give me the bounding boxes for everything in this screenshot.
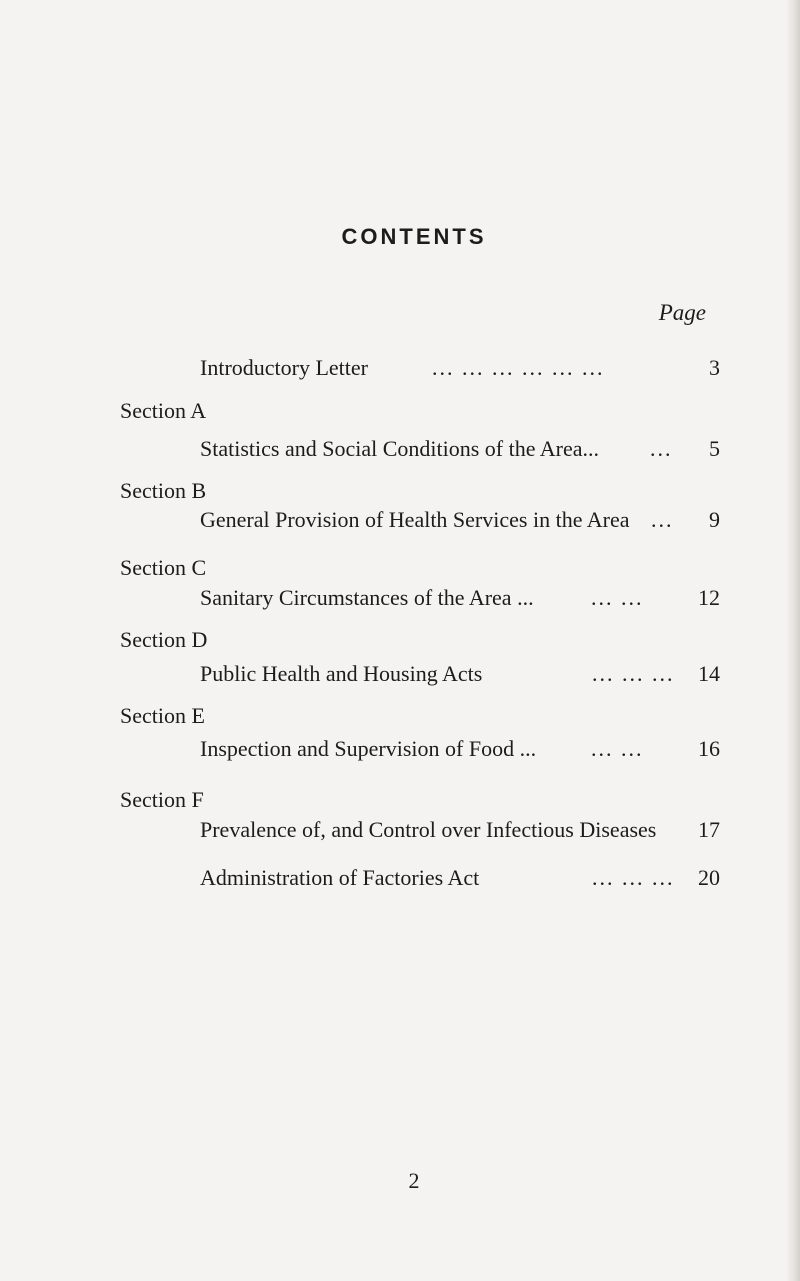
section-label-d: Section D — [120, 627, 208, 652]
toc-entry-factories-act[interactable] — [200, 865, 720, 895]
toc-leader-dots: ... ... ... — [592, 865, 675, 890]
section-label-f: Section F — [120, 787, 204, 812]
toc-entry-introductory-letter[interactable] — [200, 355, 720, 385]
toc-entry-title: Public Health and Housing Acts — [200, 661, 483, 686]
toc-entry-section-f[interactable] — [200, 817, 720, 847]
contents-heading: CONTENTS — [341, 224, 487, 249]
toc-leader-dots: ... ... — [591, 736, 644, 761]
toc-entry-section-d[interactable] — [200, 661, 720, 691]
page-column-label: Page — [658, 300, 706, 325]
toc-entry-title: Statistics and Social Conditions of the Area... — [200, 436, 600, 461]
toc-entry-title: Prevalence of, and Control over Infectious Diseases — [200, 817, 657, 842]
toc-page-number: 16 — [698, 736, 720, 761]
toc-entry-section-c[interactable] — [200, 585, 720, 615]
page-edge-shadow — [786, 0, 800, 1281]
toc-entry-section-e[interactable] — [200, 736, 720, 766]
footer-page-number: 2 — [408, 1168, 420, 1193]
toc-entry-title: Inspection and Supervision of Food ... — [200, 736, 537, 761]
toc-leader-dots: ... ... — [591, 585, 644, 610]
toc-entry-title: Administration of Factories Act — [200, 865, 480, 890]
toc-page-number: 14 — [698, 661, 720, 686]
toc-page-number: 3 — [709, 355, 720, 380]
section-label-a: Section A — [120, 398, 207, 423]
toc-entry-title: General Provision of Health Services in the Area — [200, 507, 630, 532]
toc-entry-section-a[interactable] — [200, 436, 720, 466]
toc-page-number: 12 — [698, 585, 720, 610]
toc-leader-dots: ... ... ... — [592, 661, 675, 686]
toc-leader-dots: ... — [651, 507, 674, 532]
toc-page-number: 9 — [709, 507, 720, 532]
section-label-e: Section E — [120, 703, 205, 728]
toc-leader-dots: ... ... ... ... ... ... — [432, 355, 605, 380]
toc-entry-title: Sanitary Circumstances of the Area ... — [200, 585, 534, 610]
section-label-b: Section B — [120, 478, 207, 503]
section-label-c: Section C — [120, 555, 207, 580]
toc-leader-dots: ... — [650, 436, 673, 461]
toc-page-number: 20 — [698, 865, 720, 890]
toc-page-number: 17 — [698, 817, 720, 842]
toc-entry-title: Introductory Letter — [200, 355, 368, 380]
toc-entry-section-b[interactable] — [200, 507, 720, 537]
toc-page-number: 5 — [709, 436, 720, 461]
